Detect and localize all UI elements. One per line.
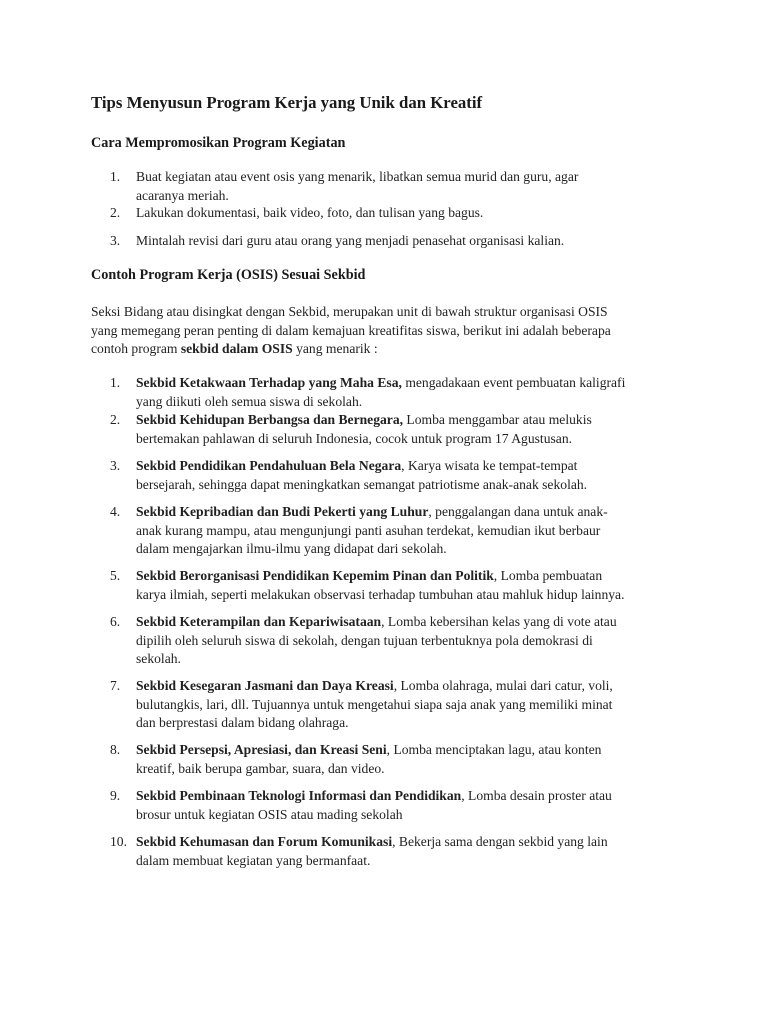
list-item-text: [136, 503, 686, 559]
list-item-line: bertemakan pahlawan di seluruh Indonesia, cocok untuk program 17 Agustusan.: [136, 430, 573, 446]
list-item-text: [136, 204, 686, 223]
intro-line: Seksi Bidang atau disingkat dengan Sekbid, merupakan unit di bawah struktur organisasi OSIS: [91, 304, 608, 319]
list-item-line: dalam membuat kegiatan yang bermanfaat.: [136, 852, 371, 868]
document-title: Tips Menyusun Program Kerja yang Unik dan Kreatif: [91, 93, 483, 112]
list-item-line: [136, 787, 686, 806]
list-item-line: dan berprestasi dalam bidang olahraga.: [136, 715, 349, 730]
list-item-line: bersejarah, sehingga dapat meningkatkan semangat patriotisme anak-anak sekolah.: [136, 476, 588, 492]
list-item-line: Lakukan dokumentasi, baik video, foto, dan tulisan yang bagus.: [136, 205, 484, 220]
sekbid-description: , Lomba menciptakan lagu, atau konten: [386, 742, 602, 757]
list-item-number: 3.: [110, 233, 121, 248]
sekbid-description: , Lomba kebersihan kelas yang di vote atau: [381, 614, 617, 629]
list-item-line: [136, 833, 686, 852]
list-item-number: 10.: [110, 834, 127, 849]
list-item-line: [136, 374, 686, 393]
list-item-line: [136, 567, 686, 586]
list-item-line: [136, 411, 686, 430]
list-item-line: [136, 503, 686, 522]
list-item-line: [136, 677, 686, 696]
list-item-text: [136, 168, 686, 205]
list-item-line: [136, 613, 686, 632]
section2-intro-paragraph: [91, 303, 691, 359]
list-item-line: karya ilmiah, seperti melakukan observasi terhadap tumbuhan atau mahluk hidup lainnya.: [136, 586, 625, 602]
sekbid-description: , Karya wisata ke tempat-tempat: [401, 458, 578, 473]
sekbid-description: , Bekerja sama dengan sekbid yang lain: [392, 834, 608, 849]
sekbid-name: Sekbid Kepribadian dan Budi Pekerti yang Luhur: [136, 504, 429, 519]
sekbid-description: mengadakaan event pembuatan kaligrafi: [401, 375, 626, 390]
sekbid-description: , Lomba desain proster atau: [461, 788, 612, 803]
intro-line: yang memegang peran penting di dalam kemajuan kreatifitas siswa, berikut ini adalah beberapa: [91, 322, 611, 338]
list-item-line: acaranya meriah.: [136, 187, 229, 203]
list-item-number: 6.: [110, 614, 121, 629]
list-item-line: yang diikuti oleh semua siswa di sekolah.: [136, 393, 363, 409]
list-item-line: anak kurang mampu, atau mengunjungi panti asuhan terdekat, kemudian ikut berbaur: [136, 522, 601, 538]
list-item-line: Buat kegiatan atau event osis yang menarik, libatkan semua murid dan guru, agar: [136, 169, 579, 184]
intro-text: yang menarik :: [292, 341, 378, 356]
list-item-text: [136, 567, 686, 604]
sekbid-name: Sekbid Berorganisasi Pendidikan Kepemim Pinan dan Politik: [136, 568, 494, 583]
sekbid-name: Sekbid Kehumasan dan Forum Komunikasi: [136, 834, 393, 849]
sekbid-name: Sekbid Kehidupan Berbangsa dan Bernegara,: [136, 412, 404, 427]
sekbid-name: Sekbid Keterampilan dan Kepariwisataan: [136, 614, 382, 629]
sekbid-description: , Lomba olahraga, mulai dari catur, voli,: [393, 678, 613, 693]
section2-heading: Contoh Program Kerja (OSIS) Sesuai Sekbid: [91, 267, 366, 283]
list-item-text: [136, 741, 686, 778]
list-item-line: sekolah.: [136, 651, 181, 666]
list-item-number: 7.: [110, 678, 121, 693]
list-item-number: 2.: [110, 412, 121, 427]
list-item-number: 2.: [110, 205, 121, 220]
list-item-number: 3.: [110, 458, 121, 473]
list-item-line: [136, 457, 686, 476]
list-item-line: kreatif, baik berupa gambar, suara, dan video.: [136, 760, 385, 776]
list-item-number: 4.: [110, 504, 121, 519]
sekbid-name: Sekbid Persepsi, Apresiasi, dan Kreasi Seni: [136, 742, 387, 757]
intro-line: [91, 340, 691, 359]
list-item-line: dalam mengajarkan ilmu-ilmu yang didapat dari sekolah.: [136, 541, 447, 556]
list-item-text: [136, 232, 686, 251]
sekbid-description: Lomba menggambar atau melukis: [403, 412, 592, 427]
list-item-text: [136, 833, 686, 870]
list-item-line: Mintalah revisi dari guru atau orang yang menjadi penasehat organisasi kalian.: [136, 233, 565, 248]
sekbid-name: Sekbid Pembinaan Teknologi Informasi dan Pendidikan: [136, 788, 462, 803]
sekbid-name: Sekbid Ketakwaan Terhadap yang Maha Esa,: [136, 375, 402, 390]
list-item-text: [136, 787, 686, 824]
sekbid-description: , penggalangan dana untuk anak-: [428, 504, 608, 519]
list-item-text: [136, 613, 686, 669]
list-item-text: [136, 411, 686, 448]
sekbid-description: , Lomba pembuatan: [493, 568, 603, 583]
list-item-line: [136, 741, 686, 760]
intro-text: contoh program: [91, 341, 181, 356]
list-item-line: bulutangkis, lari, dll. Tujuannya untuk mengetahui siapa saja anak yang memiliki minat: [136, 696, 613, 712]
list-item-number: 1.: [110, 169, 121, 184]
sekbid-name: Sekbid Kesegaran Jasmani dan Daya Kreasi: [136, 678, 394, 693]
list-item-number: 9.: [110, 788, 121, 803]
list-item-text: [136, 374, 686, 411]
section1-heading: Cara Mempromosikan Program Kegiatan: [91, 135, 346, 151]
intro-bold-text: sekbid dalam OSIS: [180, 341, 293, 356]
sekbid-name: Sekbid Pendidikan Pendahuluan Bela Negara: [136, 458, 402, 473]
list-item-number: 8.: [110, 742, 121, 757]
list-item-line: brosur untuk kegiatan OSIS atau mading sekolah: [136, 806, 403, 822]
list-item-text: [136, 677, 686, 733]
list-item-number: 1.: [110, 375, 121, 390]
list-item-text: [136, 457, 686, 494]
list-item-number: 5.: [110, 568, 121, 583]
list-item-line: dipilih oleh seluruh siswa di sekolah, dengan tujuan terbentuknya pola demokrasi di: [136, 632, 593, 648]
